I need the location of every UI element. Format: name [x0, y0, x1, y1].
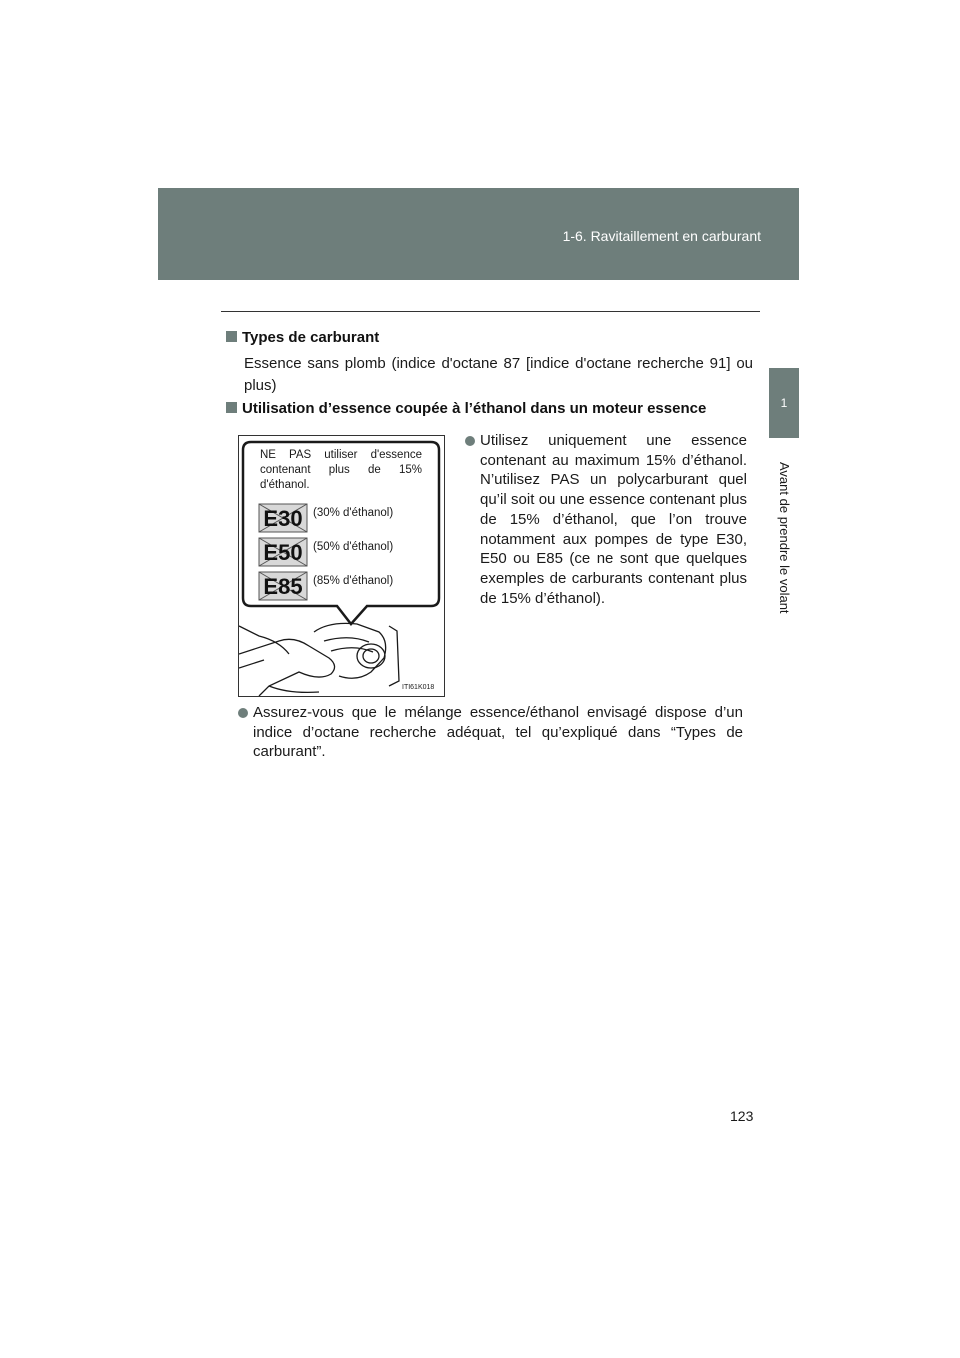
header-rule	[221, 311, 760, 312]
heading-fuel-types	[226, 329, 379, 346]
heading-ethanol	[226, 400, 706, 417]
bullet-octane	[253, 703, 743, 762]
bullet-ethanol-limit-text: Utilisez uniquement une essence contenant au maximum 15% d’éthanol. N’utilisez PAS un polycarburant quel qu’il soit ou une essence contenant plus de 15% d’éthanol, que l’on trouve notamment aux pompes de type E30, E50 ou E85 (ce ne sont que quelques exemples de carburants contenant plus de 15% d’éthanol).	[480, 432, 747, 607]
ethanol-fuel-figure	[238, 435, 445, 697]
bubble-warning-text: NE PAS utiliser d'essence contenant plus de 15% d'éthanol.	[260, 449, 422, 491]
section-title: 1-6. Ravitaillement en carburant	[562, 228, 761, 244]
fuel-code-e85: E85	[263, 574, 303, 599]
square-bullet-icon	[226, 402, 237, 413]
bullet-octane-text: Assurez-vous que le mélange essence/éthanol envisagé dispose d’un indice d’octane recherche adéquat, tel qu’expliqué dans “Types de carburant”.	[253, 704, 743, 761]
chapter-tab	[769, 368, 799, 438]
header-band	[158, 188, 799, 280]
fuel-label-e50: (50% d'éthanol)	[313, 541, 394, 553]
bullet-dot-icon	[465, 436, 475, 446]
bullet-ethanol-limit	[480, 431, 747, 608]
heading-fuel-types-text: Types de carburant	[242, 329, 380, 346]
fuel-types-body: Essence sans plomb (indice d'octane 87 [indice d'octane recherche 91] ou plus)	[244, 355, 753, 394]
page-number: 123	[730, 1108, 754, 1124]
fuel-label-e85: (85% d'éthanol)	[313, 575, 394, 587]
figure-code: ITI61K018	[402, 684, 435, 691]
fuel-label-e30: (30% d'éthanol)	[313, 507, 394, 519]
heading-ethanol-text: Utilisation d’essence coupée à l’éthanol dans un moteur essence	[242, 400, 707, 417]
chapter-number: 1	[780, 396, 788, 410]
fuel-code-e50: E50	[263, 540, 303, 565]
chapter-title: Avant de prendre le volant	[777, 462, 792, 614]
square-bullet-icon	[226, 331, 237, 342]
fuel-code-e30: E30	[263, 506, 303, 531]
bullet-dot-icon	[238, 708, 248, 718]
fuel-code-text-layer	[239, 436, 444, 696]
